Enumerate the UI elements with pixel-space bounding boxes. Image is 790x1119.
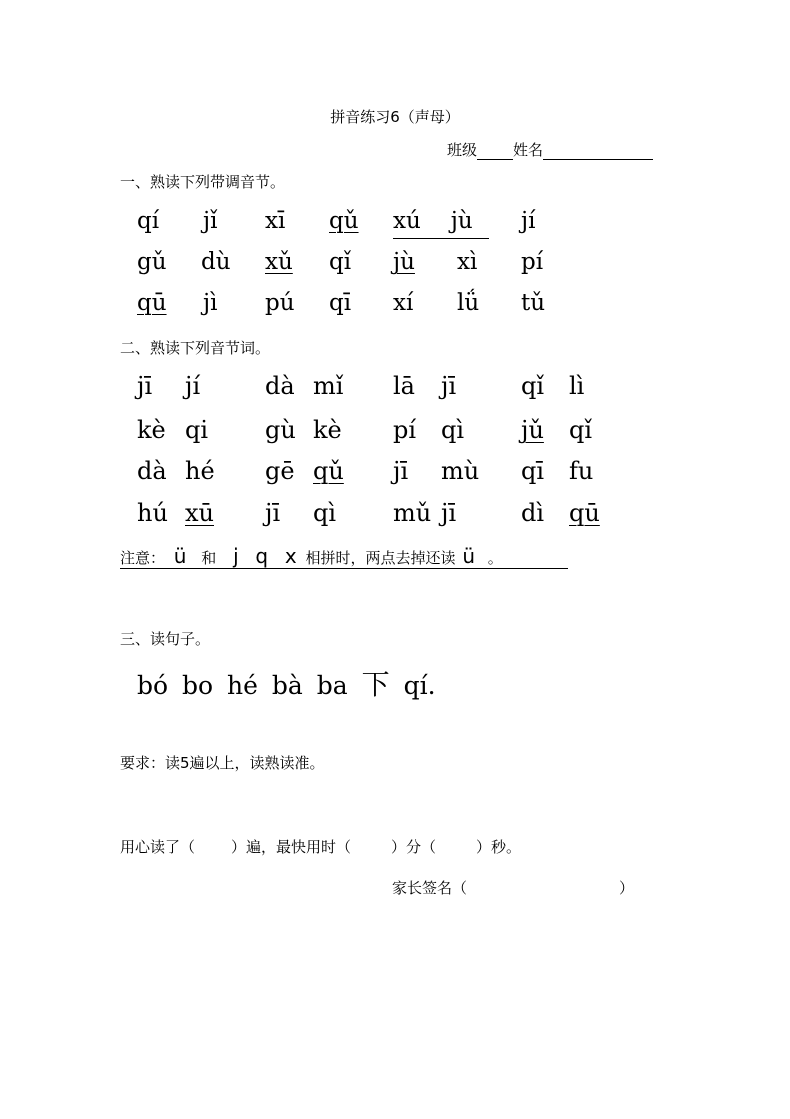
parent-sign-line <box>392 877 634 898</box>
s2-syllable: lā <box>393 372 415 400</box>
s2-syllable: jī <box>265 499 281 527</box>
s2-syllable: jī <box>137 372 153 400</box>
note-prefix: 注意： <box>120 549 166 567</box>
s1-syllable: qǐ <box>329 249 352 275</box>
s2-syllable: dà <box>137 457 167 485</box>
s2-syllable: hé <box>185 457 215 485</box>
sentence-word: hé <box>227 671 258 700</box>
s2-syllable-underlined: jǔ <box>521 416 544 444</box>
note-x: x <box>284 544 297 568</box>
class-label: 班级 <box>447 141 478 159</box>
sentence-word: bó <box>137 671 169 700</box>
s2-syllable: gē <box>265 457 295 485</box>
s1-syllable: pí <box>521 249 544 275</box>
s2-syllable: kè <box>313 416 342 444</box>
note-middle: 相拼时，两点去掉还读 <box>305 549 456 567</box>
sentence-word: bo <box>182 671 214 700</box>
s1-syllable: jì <box>203 290 218 316</box>
section1-heading: 一、熟读下列带调音节。 <box>120 173 286 191</box>
s2-syllable: mǔ <box>393 499 432 527</box>
s2-syllable-underlined: qǔ <box>313 457 344 485</box>
s2-syllable: qǐ <box>569 416 593 444</box>
s1-syllable: xí <box>393 290 414 316</box>
s1-syllable: gǔ <box>137 249 167 275</box>
s2-syllable: jí <box>185 372 201 400</box>
s2-syllable: dà <box>265 372 295 400</box>
parent-sign-label: 家长签名（ <box>392 879 468 897</box>
s2-syllable: mǐ <box>313 372 344 400</box>
section2-heading: 二、熟读下列音节词。 <box>120 339 271 357</box>
s1-syllable: jí <box>521 208 536 234</box>
note-line <box>120 544 568 569</box>
s1-underlined-pair <box>393 208 489 239</box>
sentence-word: ba <box>316 671 348 700</box>
s1-syllable: dù <box>201 249 231 275</box>
sentence-word: qí. <box>403 671 436 700</box>
name-blank <box>543 143 653 160</box>
section3-heading: 三、读句子。 <box>120 630 211 648</box>
record-line <box>120 836 521 857</box>
requirement: 要求：读5遍以上，读熟读准。 <box>120 754 325 772</box>
s2-syllable: pí <box>393 416 417 444</box>
note-q: q <box>255 544 269 568</box>
s2-syllable: qi <box>185 416 209 444</box>
s2-syllable-underlined: qū <box>569 499 600 527</box>
s2-syllable: qì <box>441 416 465 444</box>
name-label: 姓名 <box>513 141 544 159</box>
page-title: 拼音练习6（声母） <box>330 108 460 126</box>
note-end: 。 <box>487 549 503 567</box>
s2-syllable: dì <box>521 499 545 527</box>
s2-syllable-underlined: xū <box>185 499 214 527</box>
s2-syllable: jī <box>441 372 457 400</box>
s1-syllable: qí <box>137 208 160 234</box>
s1-syllable: qī <box>329 290 352 316</box>
s2-syllable: qī <box>521 457 545 485</box>
s1-syllable: pú <box>265 290 295 316</box>
s1-syllable-underlined: jù <box>450 208 473 234</box>
sentence <box>137 663 436 703</box>
record-part: ）分（ <box>391 838 437 856</box>
s1-syllable-underlined: qū <box>137 290 167 316</box>
s1-syllable: lǘ <box>457 290 480 316</box>
class-name-line <box>447 139 653 160</box>
s1-syllable: jǐ <box>203 208 218 234</box>
s2-syllable: gù <box>265 416 296 444</box>
s1-syllable: xī <box>265 208 286 234</box>
record-part: ）秒。 <box>476 838 522 856</box>
note-j: j <box>233 544 239 568</box>
s2-syllable: kè <box>137 416 166 444</box>
s2-syllable: mù <box>441 457 480 485</box>
record-part: ）遍，最快用时（ <box>231 838 352 856</box>
class-blank <box>477 143 513 160</box>
sentence-character: 下 <box>361 668 390 701</box>
note-he: 和 <box>201 549 217 567</box>
s2-syllable: jī <box>441 499 457 527</box>
note-u: ü <box>173 544 187 568</box>
note-u2: ü <box>462 544 475 568</box>
s1-syllable: tǔ <box>521 290 546 316</box>
sentence-word: bà <box>271 671 303 700</box>
s1-syllable-underlined: qǔ <box>329 208 359 234</box>
s1-syllable: xì <box>457 249 478 275</box>
s2-syllable: lì <box>569 372 585 400</box>
s1-syllable-underlined: xǔ <box>265 249 293 275</box>
s1-syllable-underlined: xú <box>393 208 421 234</box>
s1-syllable-underlined: jù <box>393 249 415 275</box>
parent-sign-close: ） <box>619 879 635 897</box>
record-part: 用心读了（ <box>120 838 196 856</box>
s2-syllable: qǐ <box>521 372 545 400</box>
s2-syllable: hú <box>137 499 168 527</box>
s2-syllable: qì <box>313 499 337 527</box>
s2-syllable: jī <box>393 457 409 485</box>
s2-syllable: fu <box>569 457 594 485</box>
